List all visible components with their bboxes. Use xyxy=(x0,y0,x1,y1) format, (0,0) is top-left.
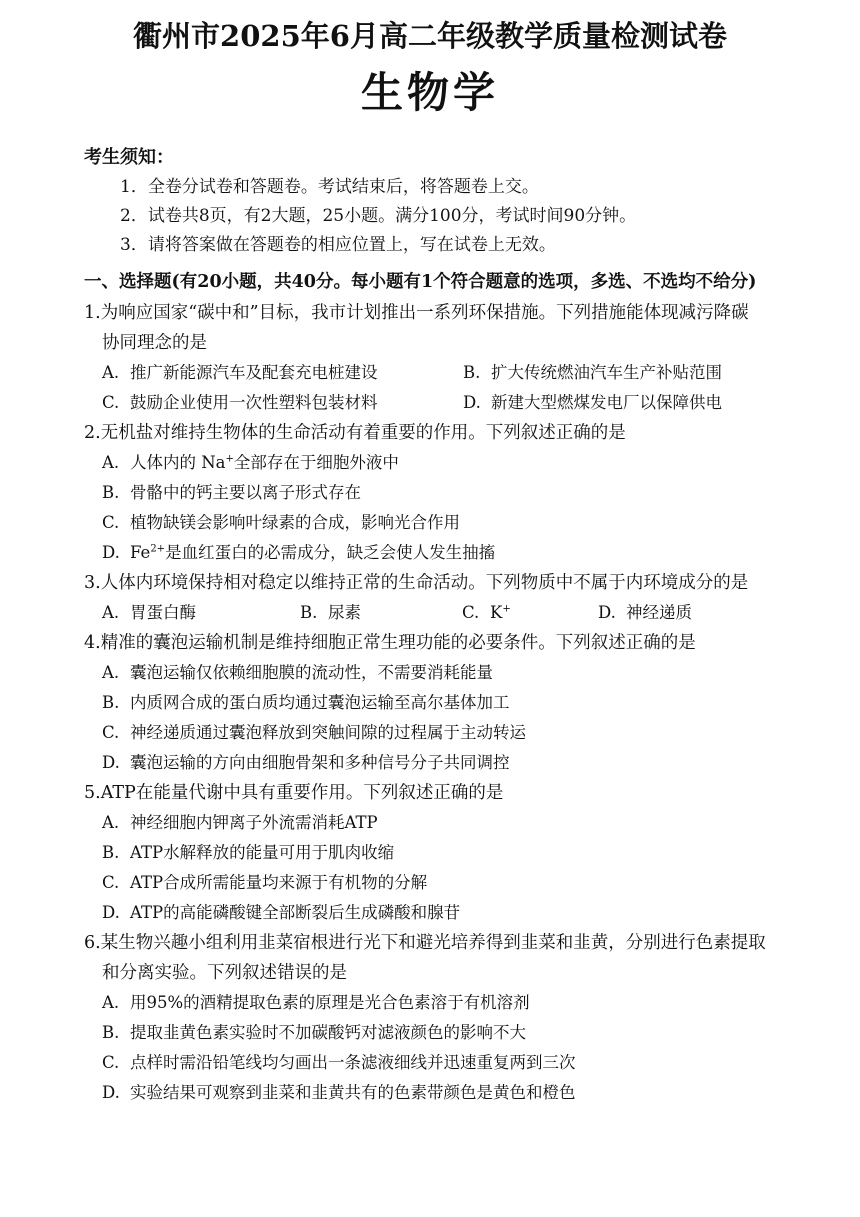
question-stem: 5.ATP在能量代谢中具有重要作用。下列叙述正确的是 xyxy=(84,783,504,803)
option-letter: D. xyxy=(598,603,616,622)
option-letter: D. xyxy=(102,903,120,922)
option-b xyxy=(300,598,462,628)
option-text: ATP的高能磷酸键全部断裂后生成磷酸和腺苷 xyxy=(130,903,461,922)
option-text: 骨骼中的钙主要以离子形式存在 xyxy=(130,483,361,502)
option-a xyxy=(84,448,824,478)
option-letter: A. xyxy=(102,453,120,472)
option-c xyxy=(84,508,824,538)
option-letter: B. xyxy=(102,843,120,862)
option-d xyxy=(598,598,778,628)
option-row xyxy=(84,598,824,628)
question-3 xyxy=(84,568,824,628)
option-text: 全部存在于细胞外液中 xyxy=(233,453,399,472)
notice-item: 1．全卷分试卷和答题卷。考试结束后，将答题卷上交。 xyxy=(120,177,539,197)
option-a xyxy=(102,598,300,628)
option-text: 神经递质 xyxy=(626,603,692,622)
option-c xyxy=(84,718,824,748)
option-text: 点样时需沿铅笔线均匀画出一条滤液细线并迅速重复两到三次 xyxy=(130,1053,576,1072)
question-stem: 1.为响应国家“碳中和”目标，我市计划推出一系列环保措施。下列措施能体现减污降碳 xyxy=(84,303,749,323)
ion-charge: 2+ xyxy=(150,543,166,555)
option-text: 实验结果可观察到韭菜和韭黄共有的色素带颜色是黄色和橙色 xyxy=(130,1083,576,1102)
option-letter: B. xyxy=(102,1023,120,1042)
option-letter: B. xyxy=(463,363,481,382)
notice-item: 2．试卷共8页，有2大题，25小题。满分100分，考试时间90分钟。 xyxy=(120,206,637,226)
option-text: Fe xyxy=(130,543,151,562)
section-heading: 一、选择题(有20小题，共40分。每小题有1个符合题意的选项，多选、不选均不给分) xyxy=(84,272,757,292)
question-stem: 和分离实验。下列叙述错误的是 xyxy=(102,963,347,983)
option-letter: B. xyxy=(102,483,120,502)
option-letter: D. xyxy=(463,393,481,412)
notice-item: 3．请将答案做在答题卷的相应位置上，写在试卷上无效。 xyxy=(120,235,556,255)
option-b xyxy=(84,838,824,868)
option-b xyxy=(84,1018,824,1048)
ion-charge: + xyxy=(225,453,234,465)
option-b xyxy=(84,688,824,718)
option-d xyxy=(463,388,824,418)
option-c xyxy=(462,598,598,628)
candidate-notice xyxy=(84,143,636,260)
option-a xyxy=(84,658,824,688)
option-letter: C. xyxy=(462,603,480,622)
option-letter: C. xyxy=(102,873,120,892)
question-stem: 3.人体内环境保持相对稳定以维持正常的生命活动。下列物质中不属于内环境成分的是 xyxy=(84,573,749,593)
option-letter: C. xyxy=(102,513,120,532)
option-row xyxy=(84,358,824,388)
option-c xyxy=(84,1048,824,1078)
option-text: ATP水解释放的能量可用于肌肉收缩 xyxy=(130,843,395,862)
question-stem: 4.精准的囊泡运输机制是维持细胞正常生理功能的必要条件。下列叙述正确的是 xyxy=(84,633,696,653)
option-d xyxy=(84,748,824,778)
notice-heading: 考生须知： xyxy=(84,147,174,168)
option-text: 神经细胞内钾离子外流需消耗ATP xyxy=(130,813,378,832)
option-letter: A. xyxy=(102,363,120,382)
option-text: 扩大传统燃油汽车生产补贴范围 xyxy=(491,363,722,382)
question-5 xyxy=(84,778,824,928)
option-text: 囊泡运输仅依赖细胞膜的流动性，不需要消耗能量 xyxy=(130,663,493,682)
option-letter: D. xyxy=(102,1083,120,1102)
option-a xyxy=(84,808,824,838)
question-list xyxy=(84,298,824,1108)
option-text: 人体内的 Na xyxy=(130,453,226,472)
option-letter: C. xyxy=(102,723,120,742)
option-letter: C. xyxy=(102,393,120,412)
option-text: 胃蛋白酶 xyxy=(130,603,196,622)
question-2 xyxy=(84,418,824,568)
question-stem: 协同理念的是 xyxy=(102,333,207,353)
ion-charge: + xyxy=(502,603,511,615)
option-letter: A. xyxy=(102,603,120,622)
option-c xyxy=(102,388,463,418)
option-text: 新建大型燃煤发电厂以保障供电 xyxy=(491,393,722,412)
exam-title: 衢州市2025年6月高二年级教学质量检测试卷 xyxy=(133,19,727,53)
question-stem: 6.某生物兴趣小组利用韭菜宿根进行光下和避光培养得到韭菜和韭黄，分别进行色素提取 xyxy=(84,933,766,953)
option-letter: B. xyxy=(102,693,120,712)
option-text: 神经递质通过囊泡释放到突触间隙的过程属于主动转运 xyxy=(130,723,526,742)
option-a xyxy=(102,358,463,388)
option-d xyxy=(84,538,824,568)
option-b xyxy=(463,358,824,388)
option-d xyxy=(84,1078,824,1108)
option-text: K xyxy=(490,603,503,622)
question-stem: 2.无机盐对维持生物体的生命活动有着重要的作用。下列叙述正确的是 xyxy=(84,423,626,443)
option-text: 用95%的酒精提取色素的原理是光合色素溶于有机溶剂 xyxy=(130,993,530,1012)
option-text: ATP合成所需能量均来源于有机物的分解 xyxy=(130,873,428,892)
option-text: 囊泡运输的方向由细胞骨架和多种信号分子共同调控 xyxy=(130,753,510,772)
option-text: 是血红蛋白的必需成分，缺乏会使人发生抽搐 xyxy=(165,543,496,562)
option-a xyxy=(84,988,824,1018)
option-text: 内质网合成的蛋白质均通过囊泡运输至高尔基体加工 xyxy=(130,693,510,712)
option-row xyxy=(84,388,824,418)
option-d xyxy=(84,898,824,928)
question-4 xyxy=(84,628,824,778)
option-letter: D. xyxy=(102,753,120,772)
option-text: 推广新能源汽车及配套充电桩建设 xyxy=(130,363,378,382)
option-b xyxy=(84,478,824,508)
option-text: 提取韭黄色素实验时不加碳酸钙对滤液颜色的影响不大 xyxy=(130,1023,526,1042)
option-letter: A. xyxy=(102,663,120,682)
question-1 xyxy=(84,298,824,418)
option-letter: B. xyxy=(300,603,318,622)
option-text: 尿素 xyxy=(328,603,361,622)
option-c xyxy=(84,868,824,898)
subject-title: 生物学 xyxy=(360,68,499,117)
option-letter: A. xyxy=(102,993,120,1012)
option-letter: C. xyxy=(102,1053,120,1072)
option-text: 鼓励企业使用一次性塑料包装材料 xyxy=(130,393,378,412)
option-text: 植物缺镁会影响叶绿素的合成，影响光合作用 xyxy=(130,513,460,532)
option-letter: A. xyxy=(102,813,120,832)
option-letter: D. xyxy=(102,543,120,562)
question-6 xyxy=(84,928,824,1108)
